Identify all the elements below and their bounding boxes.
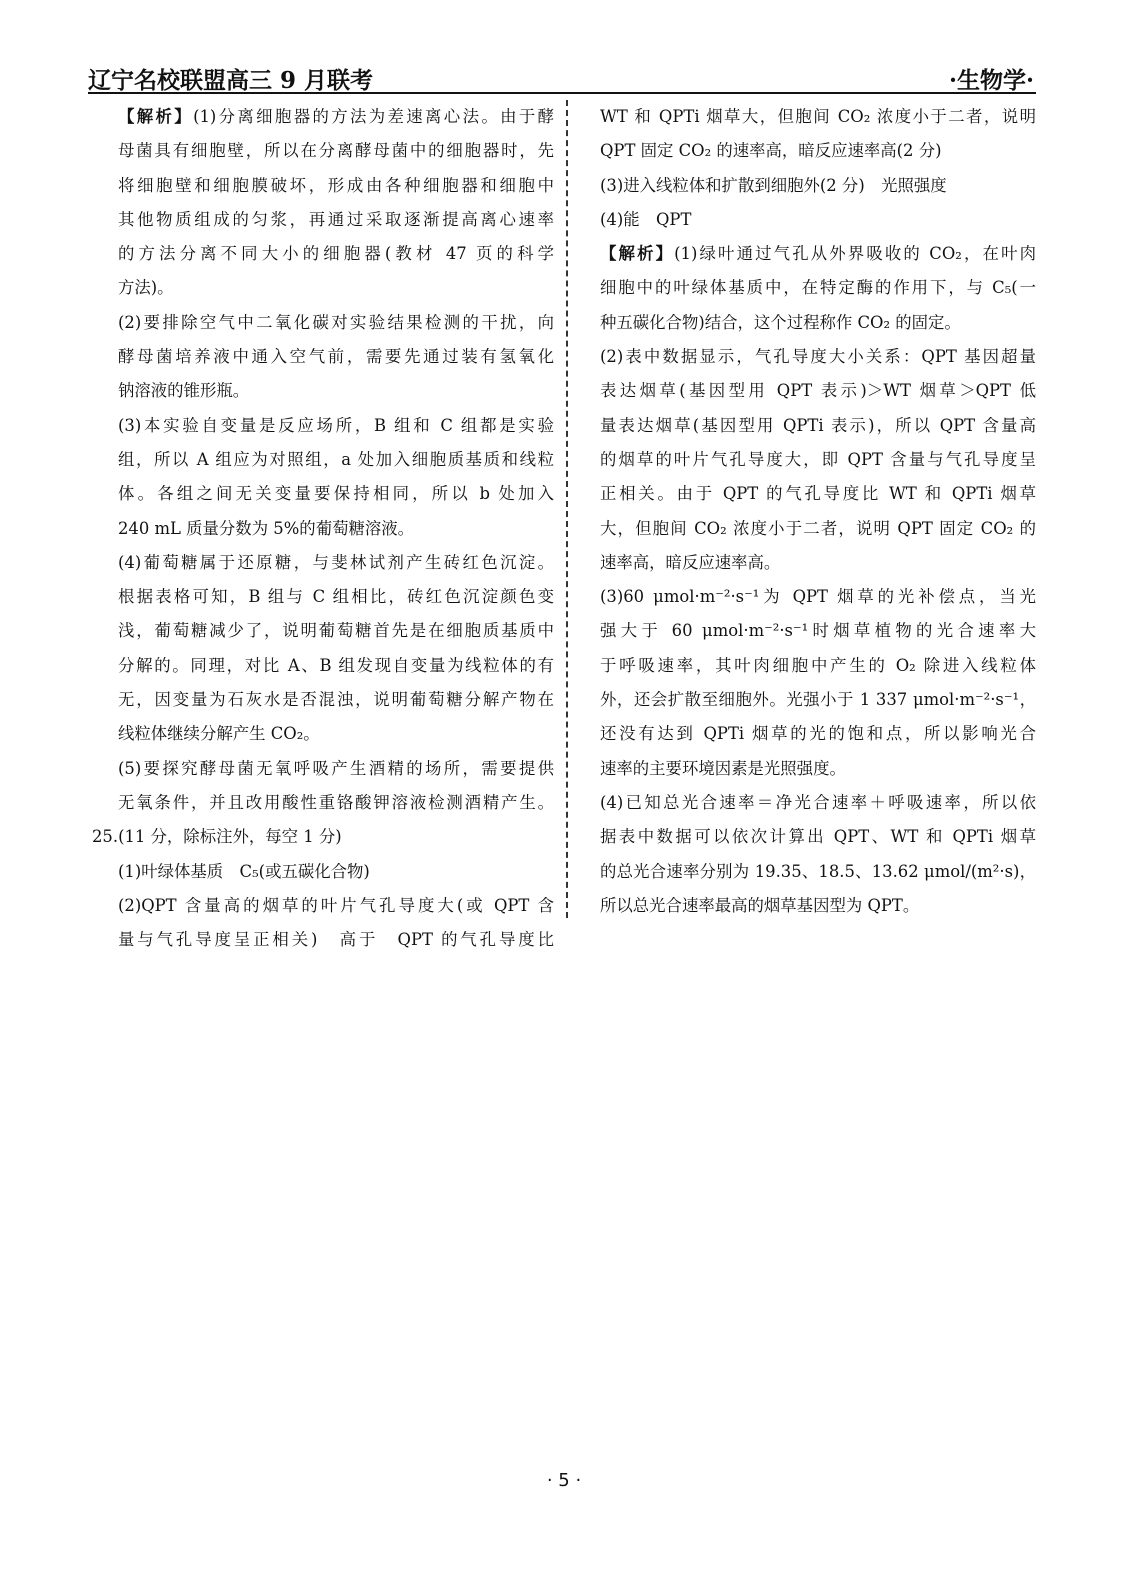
text-line: 无氧条件，并且改用酸性重铬酸钾溶液检测酒精产生。 <box>118 792 554 812</box>
question-heading: 25.(11 分，除标注外，每空 1 分) <box>92 827 342 847</box>
text-line: 种五碳化合物)结合，这个过程称作 CO₂ 的固定。 <box>600 312 961 332</box>
text-line: 钠溶液的锥形瓶。 <box>118 381 250 401</box>
text-line: 细胞中的叶绿体基质中，在特定酶的作用下，与 C₅(一 <box>600 278 1036 298</box>
text-line: (3)本实验自变量是反应场所，B 组和 C 组都是实验 <box>118 415 554 435</box>
text-line: 体。各组之间无关变量要保持相同，所以 b 处加入 <box>118 484 554 504</box>
text-line: 量表达烟草(基因型用 QPTi 表示)，所以 QPT 含量高 <box>600 415 1036 435</box>
text-line: (2)要排除空气中二氧化碳对实验结果检测的干扰，向 <box>118 312 554 332</box>
text-line: 酵母菌培养液中通入空气前，需要先通过装有氢氧化 <box>118 347 554 367</box>
analysis-tag: 【解析】 <box>600 244 675 264</box>
page-number: · 5 · <box>546 1470 582 1491</box>
left-column <box>92 100 555 957</box>
text-line: (5)要探究酵母菌无氧呼吸产生酒精的场所，需要提供 <box>118 758 554 778</box>
exam-title: 辽宁名校联盟高三 9 月联考 <box>88 67 374 94</box>
text-line: 据表中数据可以依次计算出 QPT、WT 和 QPTi 烟草 <box>600 827 1036 847</box>
text-line: 方法)。 <box>118 278 174 298</box>
text-line: 的总光合速率分别为 19.35、18.5、13.62 μmol/(m²·s)， <box>600 861 1036 881</box>
text-line: (4)已知总光合速率＝净光合速率＋呼吸速率，所以依 <box>600 792 1036 812</box>
answer-line: (1)叶绿体基质 C₅(或五碳化合物) <box>118 861 370 881</box>
answer-line: (2)QPT 含量高的烟草的叶片气孔导度大(或 QPT 含 <box>118 895 554 915</box>
text-line: 分解的。同理，对比 A、B 组发现自变量为线粒体的有 <box>118 655 554 675</box>
text-line: 240 mL 质量分数为 5%的葡萄糖溶液。 <box>118 518 415 538</box>
text-line: 其他物质组成的匀浆，再通过采取逐渐提高离心速率 <box>118 209 554 229</box>
page-header <box>88 60 1036 92</box>
text-line: 所以总光合速率最高的烟草基因型为 QPT。 <box>600 895 920 915</box>
text-line: 无，因变量为石灰水是否混浊，说明葡萄糖分解产物在 <box>118 690 554 710</box>
text-line: 的方法分离不同大小的细胞器(教材 47 页的科学 <box>118 244 554 264</box>
text-line: 【解析】(1)绿叶通过气孔从外界吸收的 CO₂，在叶肉 <box>600 244 1037 264</box>
text-line: 的烟草的叶片气孔导度大，即 QPT 含量与气孔导度呈 <box>600 449 1036 469</box>
header-rule <box>88 92 1036 94</box>
column-divider <box>566 100 568 918</box>
text-line: 线粒体继续分解产生 CO₂。 <box>118 724 320 744</box>
text-line: 速率的主要环境因素是光照强度。 <box>600 758 846 778</box>
text-line: 根据表格可知，B 组与 C 组相比，砖红色沉淀颜色变 <box>118 587 554 607</box>
subject-label: ·生物学· <box>948 67 1034 94</box>
text-line: 速率高，暗反应速率高。 <box>600 552 781 572</box>
right-column <box>600 100 1036 923</box>
text-line: 组，所以 A 组应为对照组，a 处加入细胞质基质和线粒 <box>118 449 554 469</box>
analysis-tag: 【解析】 <box>118 107 194 126</box>
answer-line: QPT 固定 CO₂ 的速率高，暗反应速率高(2 分) <box>600 141 942 161</box>
answer-line: (4)能 QPT <box>600 209 692 229</box>
text-line: 于呼吸速率，其叶肉细胞中产生的 O₂ 除进入线粒体 <box>600 655 1036 675</box>
answer-line: 量与气孔导度呈正相关) 高于 QPT 的气孔导度比 <box>118 930 554 950</box>
text-line: 大，但胞间 CO₂ 浓度小于二者，说明 QPT 固定 CO₂ 的 <box>600 518 1036 538</box>
text-line: 母菌具有细胞壁，所以在分离酵母菌中的细胞器时，先 <box>118 141 554 161</box>
text-line: 强大于 60 μmol·m⁻²·s⁻¹时烟草植物的光合速率大 <box>600 621 1036 641</box>
text-line: 正相关。由于 QPT 的气孔导度比 WT 和 QPTi 烟草 <box>600 484 1036 504</box>
text-line: 还没有达到 QPTi 烟草的光的饱和点，所以影响光合 <box>600 724 1036 744</box>
answer-line: (3)进入线粒体和扩散到细胞外(2 分) 光照强度 <box>600 175 947 195</box>
text-line: 表达烟草(基因型用 QPT 表示)＞WT 烟草＞QPT 低 <box>600 381 1036 401</box>
text-line: 浅，葡萄糖减少了，说明葡萄糖首先是在细胞质基质中 <box>118 621 554 641</box>
text-line: (2)表中数据显示，气孔导度大小关系：QPT 基因超量 <box>600 347 1036 367</box>
text-line: (4)葡萄糖属于还原糖，与斐林试剂产生砖红色沉淀。 <box>118 552 554 572</box>
text-line: 【解析】(1)分离细胞器的方法为差速离心法。由于酵 <box>118 107 555 126</box>
text-line: 外，还会扩散至细胞外。光强小于 1 337 μmol·m⁻²·s⁻¹， <box>600 690 1036 710</box>
text-line: (3)60 μmol·m⁻²·s⁻¹为 QPT 烟草的光补偿点，当光 <box>600 587 1036 607</box>
answer-line: WT 和 QPTi 烟草大，但胞间 CO₂ 浓度小于二者，说明 <box>600 107 1036 126</box>
text-line: 将细胞壁和细胞膜破坏，形成由各种细胞器和细胞中 <box>118 175 554 195</box>
